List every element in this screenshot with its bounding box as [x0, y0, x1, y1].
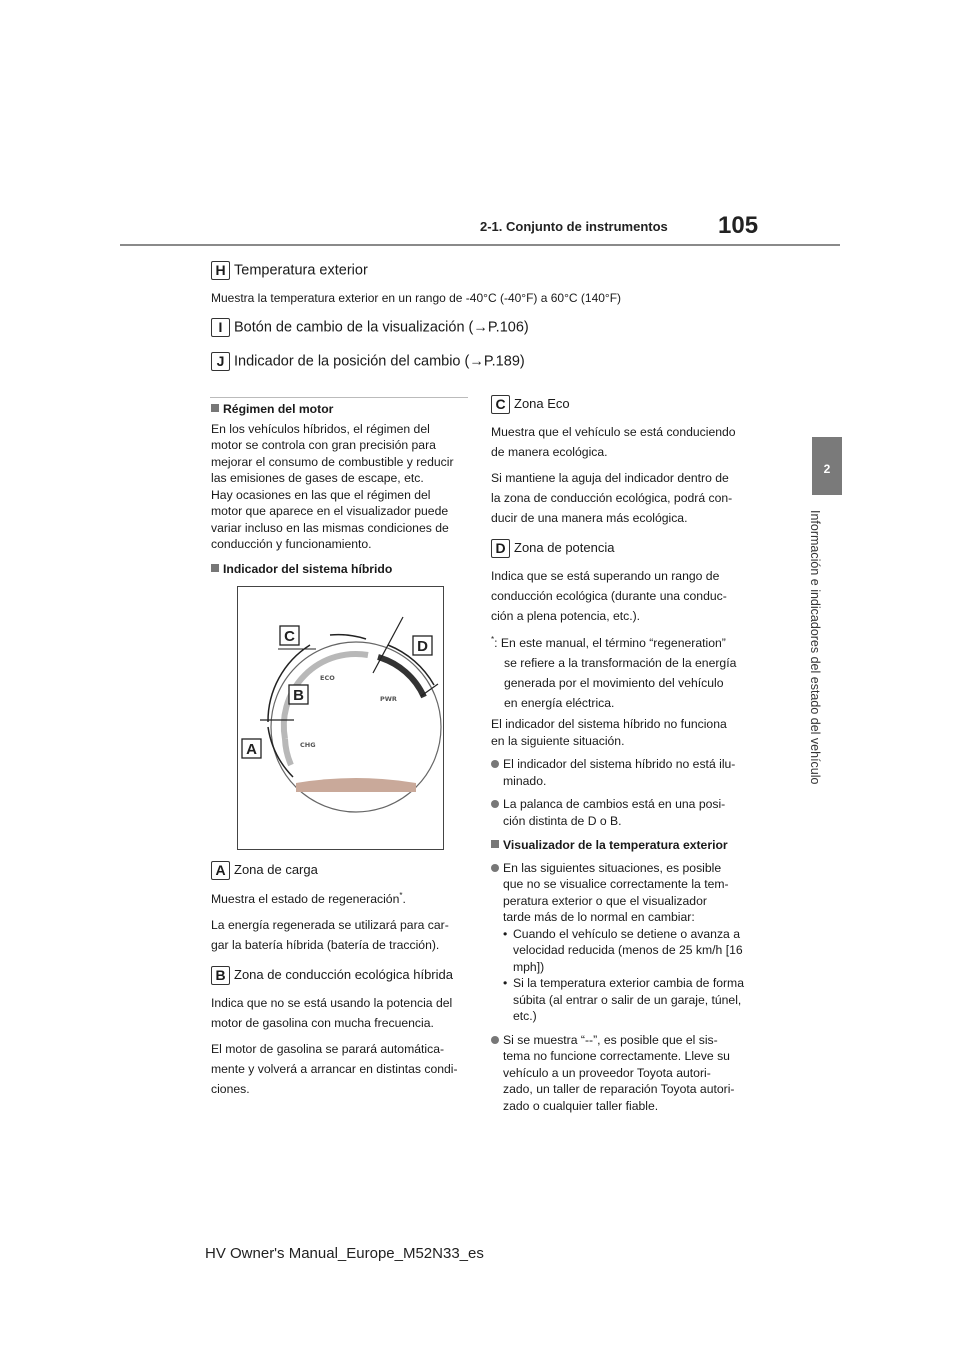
arc-eco-top	[330, 635, 366, 639]
engine-heading: Régimen del motor	[211, 401, 473, 418]
hybrid-indicator-figure	[237, 586, 444, 850]
zone-b-desc-2: El motor de gasolina se parará automática- mente y volverá a arrancar en distintas condi- ciones.	[211, 1042, 458, 1097]
sub-bullet: • Cuando el vehículo se detiene o avanza a velocidad reducida (menos de 25 km/h [16 mph])	[503, 926, 743, 974]
hybrid-heading: Indicador del sistema híbrido	[211, 561, 473, 578]
right-column-bottom	[491, 716, 759, 1114]
bullet-item: La palanca de cambios está en una posi- ción distinta de D o B.	[491, 796, 759, 829]
label-j: J	[211, 352, 230, 371]
not-working-note: El indicador del sistema híbrido no funciona en la siguiente situación.	[491, 717, 727, 748]
column-rule	[210, 397, 468, 398]
zone-a-desc-2: La energía regenerada se utilizará para car- gar la batería híbrida (batería de tracción).	[211, 918, 449, 953]
section-title: 2-1. Conjunto de instrumentos	[480, 219, 668, 234]
square-bullet-icon	[211, 564, 219, 572]
item-i-text: Botón de cambio de la visualización (→P.106)	[234, 319, 529, 336]
chapter-title: Información e indicadores del estado del vehículo	[808, 510, 822, 785]
left-column-top	[211, 401, 473, 577]
temp-heading: Visualizador de la temperatura exterior	[491, 837, 759, 854]
item-h	[211, 261, 368, 280]
right-column-top	[491, 394, 759, 713]
item-i	[211, 318, 529, 337]
bullet-item: Si se muestra “--”, es posible que el sis- tema no funcione correctamente. Lleve su vehículo a un proveedor Toyota autori- zado, un taller de reparación Toyota autori- zado o cualquier taller fiable.	[491, 1032, 759, 1115]
chapter-title-vertical	[798, 510, 828, 810]
zone-d-desc: Indica que se está superando un rango de conducción ecológica (durante una conduc- ción a plena potencia, etc.).	[491, 569, 727, 624]
zone-c-desc-1: Muestra que el vehículo se está conduciendo de manera ecológica.	[491, 425, 736, 460]
gauge-band-chg	[285, 739, 291, 765]
item-h-text: Temperatura exterior	[234, 262, 368, 279]
chapter-number: 2	[823, 462, 831, 476]
zone-a-desc-1: Muestra el estado de regeneración*.	[211, 891, 406, 907]
zone-c-title: C Zona Eco	[491, 394, 759, 414]
square-bullet-icon	[491, 840, 499, 848]
zone-d-title: D Zona de potencia	[491, 538, 759, 558]
footnote: *: En este manual, el término “regeneration” se refiere a la transformación de la energía generada por el movimiento del vehículo en energía eléctrica.	[491, 635, 737, 711]
footer-manual-id: HV Owner's Manual_Europe_M52N33_es	[205, 1245, 484, 1262]
sub-bullet: • Si la temperatura exterior cambia de forma súbita (al entrar o salir de un garaje, túnel, etc.)	[503, 976, 744, 1023]
item-j	[211, 352, 525, 371]
gauge-pwr-text: PWR	[380, 695, 397, 703]
gauge-pedestal	[296, 778, 416, 792]
left-column-zones	[211, 860, 473, 1099]
engine-body: En los vehículos híbridos, el régimen del motor se controla con gran precisión para mejorar el consumo de combustible y reducir las emisiones de gases de escape, etc. Hay ocasiones en las que el régimen del motor que aparece en el visualizador puede variar incluso en las mismas condiciones de conducción y funcionamiento.	[211, 421, 454, 551]
zone-c-desc-2: Si mantiene la aguja del indicador dentro de la zona de conducción ecológica, podrá con- ducir de una manera más ecológica.	[491, 471, 733, 526]
item-h-note: Muestra la temperatura exterior en un rango de -40°C (-40°F) a 60°C (140°F)	[211, 291, 622, 305]
figure-label-b: B	[293, 687, 304, 704]
hybrid-gauge-illustration	[238, 587, 443, 849]
figure-label-a: A	[246, 741, 257, 758]
figure-label-c: C	[284, 628, 295, 645]
zone-a-title: A Zona de carga	[211, 860, 473, 880]
gauge-chg-text: CHG	[300, 741, 316, 749]
label-i: I	[211, 318, 230, 337]
arc-eco-outer	[268, 645, 310, 722]
bullet-item: El indicador del sistema híbrido no está ilu- minado.	[491, 756, 759, 789]
header-rule	[120, 244, 840, 246]
square-bullet-icon	[211, 404, 219, 412]
temp-bullet: En las siguientes situaciones, es posible que no se visualice correctamente la tem- peratura exterior o que el visualizador tarde más de lo normal en cambiar:	[491, 860, 759, 926]
item-j-text: Indicador de la posición del cambio (→P.189)	[234, 353, 525, 370]
zone-b-desc-1: Indica que no se está usando la potencia del motor de gasolina con mucha frecuencia.	[211, 996, 453, 1031]
label-h: H	[211, 261, 230, 280]
page-number: 105	[718, 212, 759, 239]
zone-b-title: B Zona de conducción ecológica híbrida	[211, 965, 473, 985]
gauge-eco-text: ECO	[320, 674, 335, 682]
figure-label-d: D	[417, 638, 428, 655]
